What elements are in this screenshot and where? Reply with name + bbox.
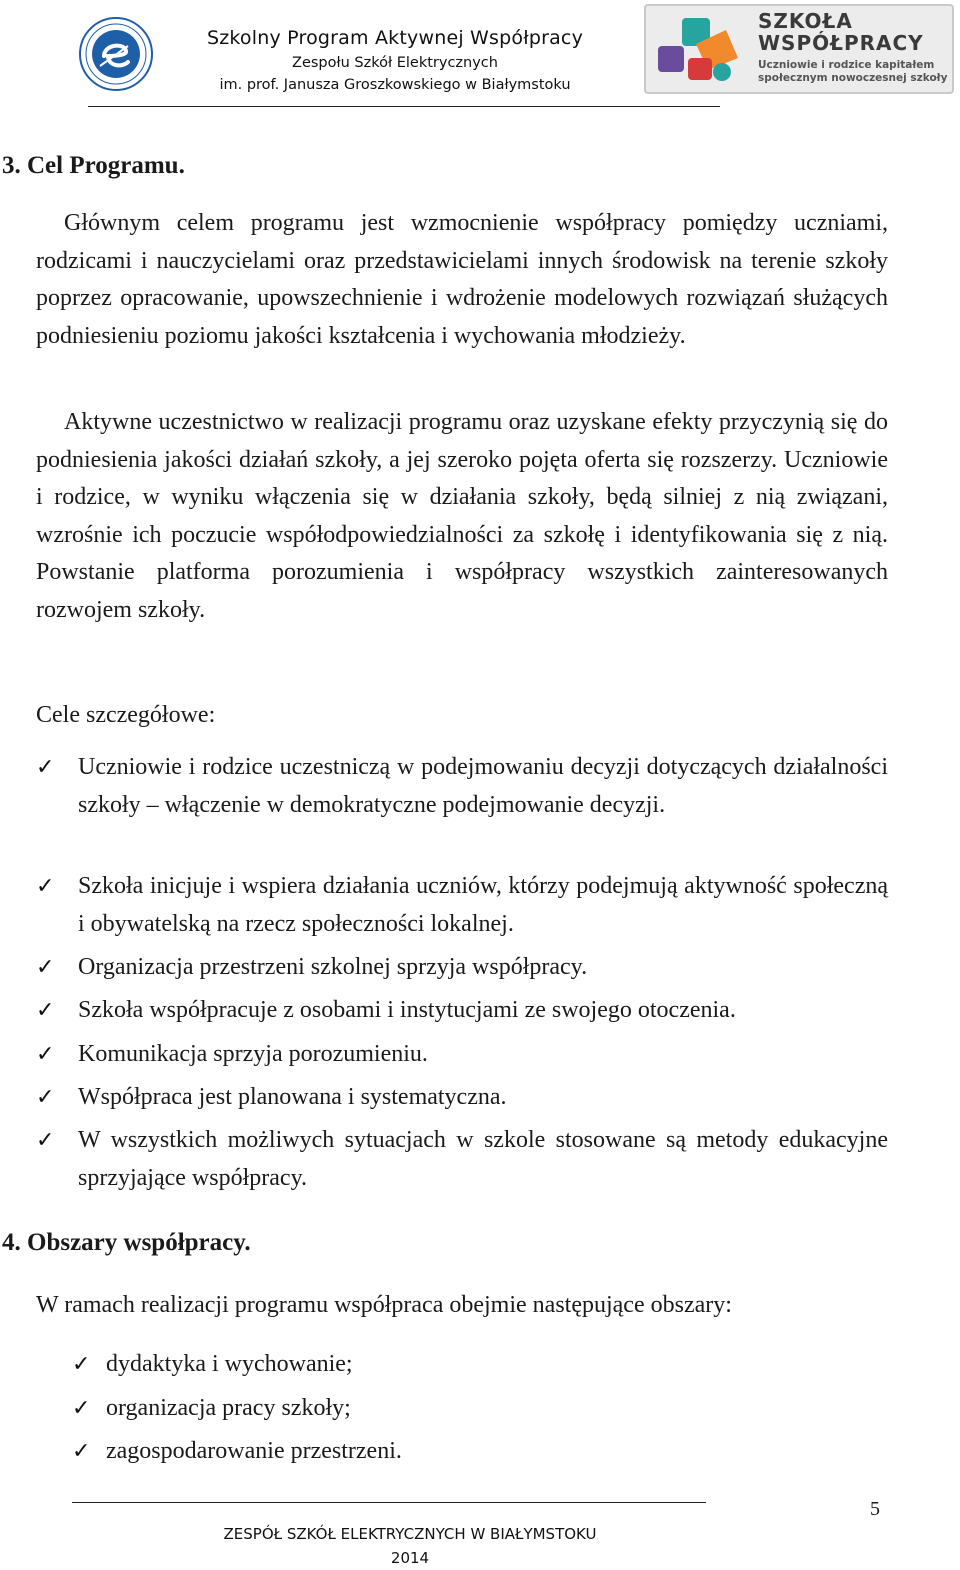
check-icon: ✓ — [36, 1085, 55, 1110]
check-icon: ✓ — [36, 755, 55, 780]
program-title: Szkolny Program Aktywnej Współpracy — [206, 27, 584, 49]
check-icon: ✓ — [36, 1042, 55, 1067]
check-icon: ✓ — [72, 1352, 91, 1377]
puzzle-logo-icon — [652, 10, 752, 90]
goal-paragraph-1 — [36, 205, 888, 355]
school-emblem-icon — [78, 16, 154, 92]
goal-item-1: Uczniowie i rodzice uczestniczą w podejmowaniu decyzji dotyczących działalności szkoły – włączenie w demokratyczne podejmowanie decyzji. — [78, 754, 888, 818]
goal-item-5: Komunikacja sprzyja porozumieniu. — [78, 1041, 428, 1067]
section-3-heading: 3. Cel Programu. — [2, 152, 185, 179]
logo-line-2: WSPÓŁPRACY — [758, 31, 924, 55]
footer-year: 2014 — [390, 1549, 430, 1567]
szkola-wspolpracy-logo — [644, 4, 954, 94]
goal-item-4: Szkoła współpracuje z osobami i instytucjami ze swojego otoczenia. — [78, 997, 736, 1023]
goal-item-7: W wszystkich możliwych sytuacjach w szkole stosowane są metody edukacyjne sprzyjające współpracy. — [78, 1127, 888, 1191]
header-divider — [88, 106, 720, 107]
page-number: 5 — [870, 1498, 880, 1520]
check-icon: ✓ — [72, 1439, 91, 1464]
logo-tagline-1: Uczniowie i rodzice kapitałem — [758, 59, 935, 71]
areas-intro: W ramach realizacji programu współpraca obejmie następujące obszary: — [36, 1292, 732, 1318]
goal-paragraph-1-text: Głównym celem programu jest wzmocnienie współpracy pomiędzy uczniami, rodzicami i nauczycielami oraz przedstawicielami innych środowisk na terenie szkoły poprzez opracowanie, upowszechnienie i wdrożenie modelowych rozwiązań służących podniesieniu poziomu jakości kształcenia i wychowania młodzieży. — [36, 210, 888, 349]
check-icon: ✓ — [36, 1128, 55, 1153]
goal-item-6: Współpraca jest planowana i systematyczna. — [78, 1084, 507, 1110]
school-patron: im. prof. Janusza Groszkowskiego w Białymstoku — [219, 77, 571, 93]
goals-label: Cele szczegółowe: — [36, 702, 216, 728]
check-icon: ✓ — [36, 955, 55, 980]
section-4-heading: 4. Obszary współpracy. — [2, 1229, 251, 1256]
area-item-3: zagospodarowanie przestrzeni. — [106, 1438, 402, 1464]
goal-item-3: Organizacja przestrzeni szkolnej sprzyja współpracy. — [78, 954, 588, 980]
school-name: Zespołu Szkół Elektrycznych — [292, 55, 498, 71]
goal-item-2: Szkoła inicjuje i wspiera działania uczniów, którzy podejmują aktywność społeczną i obywatelską na rzecz społeczności lokalnej. — [78, 873, 888, 937]
check-icon: ✓ — [36, 874, 55, 899]
goal-paragraph-2-text: Aktywne uczestnictwo w realizacji programu oraz uzyskane efekty przyczynią się do podniesienia jakości działań szkoły, a jej szeroko pojęta oferta się rozszerzy. Uczniowie i rodzice, w wyniku włączenia się w działania szkoły, będą silniej z nią związani, wzrośnie ich poczucie współodpowiedzialności za szkołę i identyfikowania się z nią. Powstanie platforma porozumienia i współpracy wszystkich zainteresowanych rozwojem szkoły. — [36, 409, 888, 623]
footer-divider — [72, 1502, 706, 1503]
logo-line-1: SZKOŁA — [758, 9, 853, 33]
header-text-block — [190, 24, 600, 96]
footer-school: ZESPÓŁ SZKÓŁ ELEKTRYCZNYCH W BIAŁYMSTOKU — [223, 1525, 597, 1543]
logo-right-text — [758, 10, 947, 85]
area-item-1: dydaktyka i wychowanie; — [106, 1351, 353, 1377]
check-icon: ✓ — [72, 1396, 91, 1421]
footer-block — [150, 1522, 670, 1570]
logo-tagline-2: społecznym nowoczesnej szkoły — [758, 72, 948, 84]
area-item-2: organizacja pracy szkoły; — [106, 1395, 351, 1421]
check-icon: ✓ — [36, 998, 55, 1023]
goal-paragraph-2 — [36, 404, 888, 629]
